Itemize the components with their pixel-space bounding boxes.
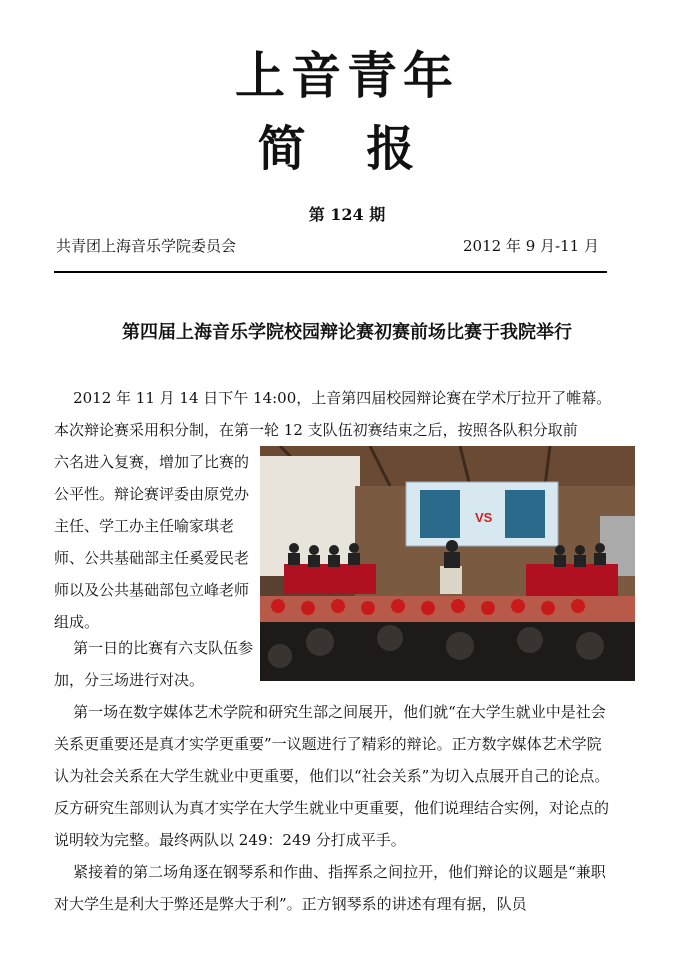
date-range: 2012 年 9 月-11 月 <box>463 237 599 255</box>
organization: 共青团上海音乐学院委员会 <box>56 237 237 255</box>
masthead-title: 上音青年 <box>235 46 459 105</box>
issue-number: 第 124 期 <box>308 205 386 224</box>
paragraph-4: 紧接着的第二场角逐在钢琴系和作曲、指挥系之间拉开，他们辩论的议题是“兼职对大学生是利大于弊还是弊大于利”。正方钢琴系的讲述有理有据，队员 <box>54 863 606 913</box>
header-divider <box>54 271 607 273</box>
debate-photo <box>260 446 635 681</box>
article-headline: 第四届上海音乐学院校园辩论赛初赛前场比赛于我院举行 <box>122 322 572 343</box>
paragraph-2: 第一日的比赛有六支队伍参加，分三场进行对决。 <box>54 639 254 689</box>
paragraph-1-wrap: 六名进入复赛，增加了比赛的公平性。辩论赛评委由原党办主任、学工办主任喻家琪老师、公共基础部主任奚爱民老师以及公共基础部包立峰老师组成。 <box>54 453 250 631</box>
paragraph-1-line-1: 2012 年 11 月 14 日下午 14:00，上音第四届校园辩论赛在学术厅拉开了帷幕。 <box>54 389 612 407</box>
paragraph-3: 第一场在数字媒体艺术学院和研究生部之间展开，他们就“在大学生就业中是社会关系更重要还是真才实学更重要”一议题进行了精彩的辩论。正方数字媒体艺术学院认为社会关系在大学生就业中更重要，他们以“社会关系”为切入点展开自己的论点。反方研究生部则认为真才实学在大学生就业中更重要，他们说理结合实例，对论点的说明较为完整。最终两队以 249：249 分打成平手。 <box>54 703 610 849</box>
paragraph-1-line-2: 本次辩论赛采用积分制，在第一轮 12 支队伍初赛结束之后，按照各队积分取前 <box>54 421 578 439</box>
masthead-subtitle: 简 报 <box>257 121 437 177</box>
banner-vs-text: VS <box>475 510 493 525</box>
